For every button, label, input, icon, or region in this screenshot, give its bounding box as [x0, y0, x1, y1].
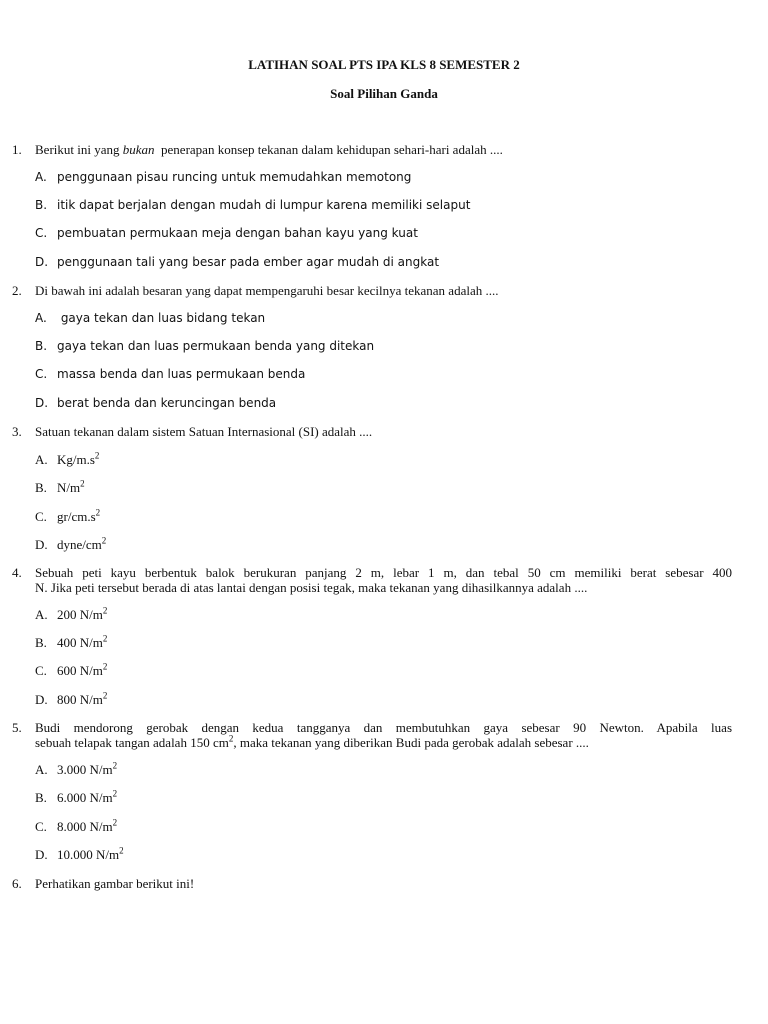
option-c: C. $gr/cm.s^2$ — [35, 507, 101, 524]
question-number: 1. — [12, 142, 22, 157]
document-subtitle: Soal Pilihan Ganda — [330, 86, 438, 101]
option-d: D. dyne/$cm^2$ — [35, 535, 107, 552]
emphasis-word: bukan — [122, 142, 155, 157]
option-a: A. $Kg/m.s^2$ — [35, 450, 100, 467]
question-number: 2. — [12, 283, 22, 298]
option-a: A. penggunaan pisau runcing untuk memudahkan memotong — [35, 170, 412, 184]
option-b: B. itik dapat berjalan dengan mudah di lumpur karena memiliki selaput — [35, 198, 471, 212]
question-text: Budi mendorong gerobak dengan kedua tangganya dan membutuhkan gaya sebesar 90 Newton. Apabila luas sebuah telapak tangan adalah 150 $cm^2$, maka tekanan yang diberikan Budi pada gerobak adalah sebesar .... — [35, 720, 732, 750]
option-a: A. gaya tekan dan luas bidang tekan — [35, 311, 266, 325]
option-b: B. $N/m^2$ — [35, 478, 85, 495]
option-b: B. 6.000 $N/m^2$ — [35, 788, 118, 805]
question-number: 5. — [12, 720, 22, 735]
question-text: Sebuah peti kayu berbentuk balok berukuran panjang 2 m, lebar 1 m, dan tebal 50 cm memiliki berat sebesar 400 N. Jika peti tersebut berada di atas lantai dengan posisi tegak, maka tekanan yang dihasilkannya adalah .... — [35, 565, 732, 595]
option-c: C. 8.000 $N/m^2$ — [35, 817, 118, 834]
question-text: Di bawah ini adalah besaran yang dapat mempengaruhi besar kecilnya tekanan adalah .... — [35, 283, 499, 298]
option-d: D. 800 $N/m^2$ — [35, 690, 108, 707]
option-d: D. penggunaan tali yang besar pada ember agar mudah di angkat — [35, 255, 440, 269]
document-title: LATIHAN SOAL PTS IPA KLS 8 SEMESTER 2 — [248, 57, 520, 72]
option-c: C. massa benda dan luas permukaan benda — [35, 367, 306, 381]
option-a: A. 200 $N/m^2$ — [35, 605, 108, 622]
option-d: D. 10.000 $N/m^2$ — [35, 845, 124, 862]
question-text: Satuan tekanan dalam sistem Satuan Internasional (SI) adalah .... — [35, 424, 373, 439]
question-number: 6. — [12, 876, 22, 891]
option-c: C. 600 $N/m^2$ — [35, 661, 108, 678]
option-b: B. 400 $N/m^2$ — [35, 633, 108, 650]
question-text: Perhatikan gambar berikut ini! — [35, 876, 195, 891]
question-text: Berikut ini yang bukan penerapan konsep tekanan dalam kehidupan sehari-hari adalah .... — [35, 142, 503, 157]
option-b: B. gaya tekan dan luas permukaan benda yang ditekan — [35, 339, 375, 353]
question-number: 3. — [12, 424, 22, 439]
question-number: 4. — [12, 565, 22, 580]
option-a: A. 3.000 $N/m^2$ — [35, 760, 118, 777]
option-d: D. berat benda dan keruncingan benda — [35, 396, 277, 410]
option-c: C. pembuatan permukaan meja dengan bahan kayu yang kuat — [35, 226, 418, 240]
